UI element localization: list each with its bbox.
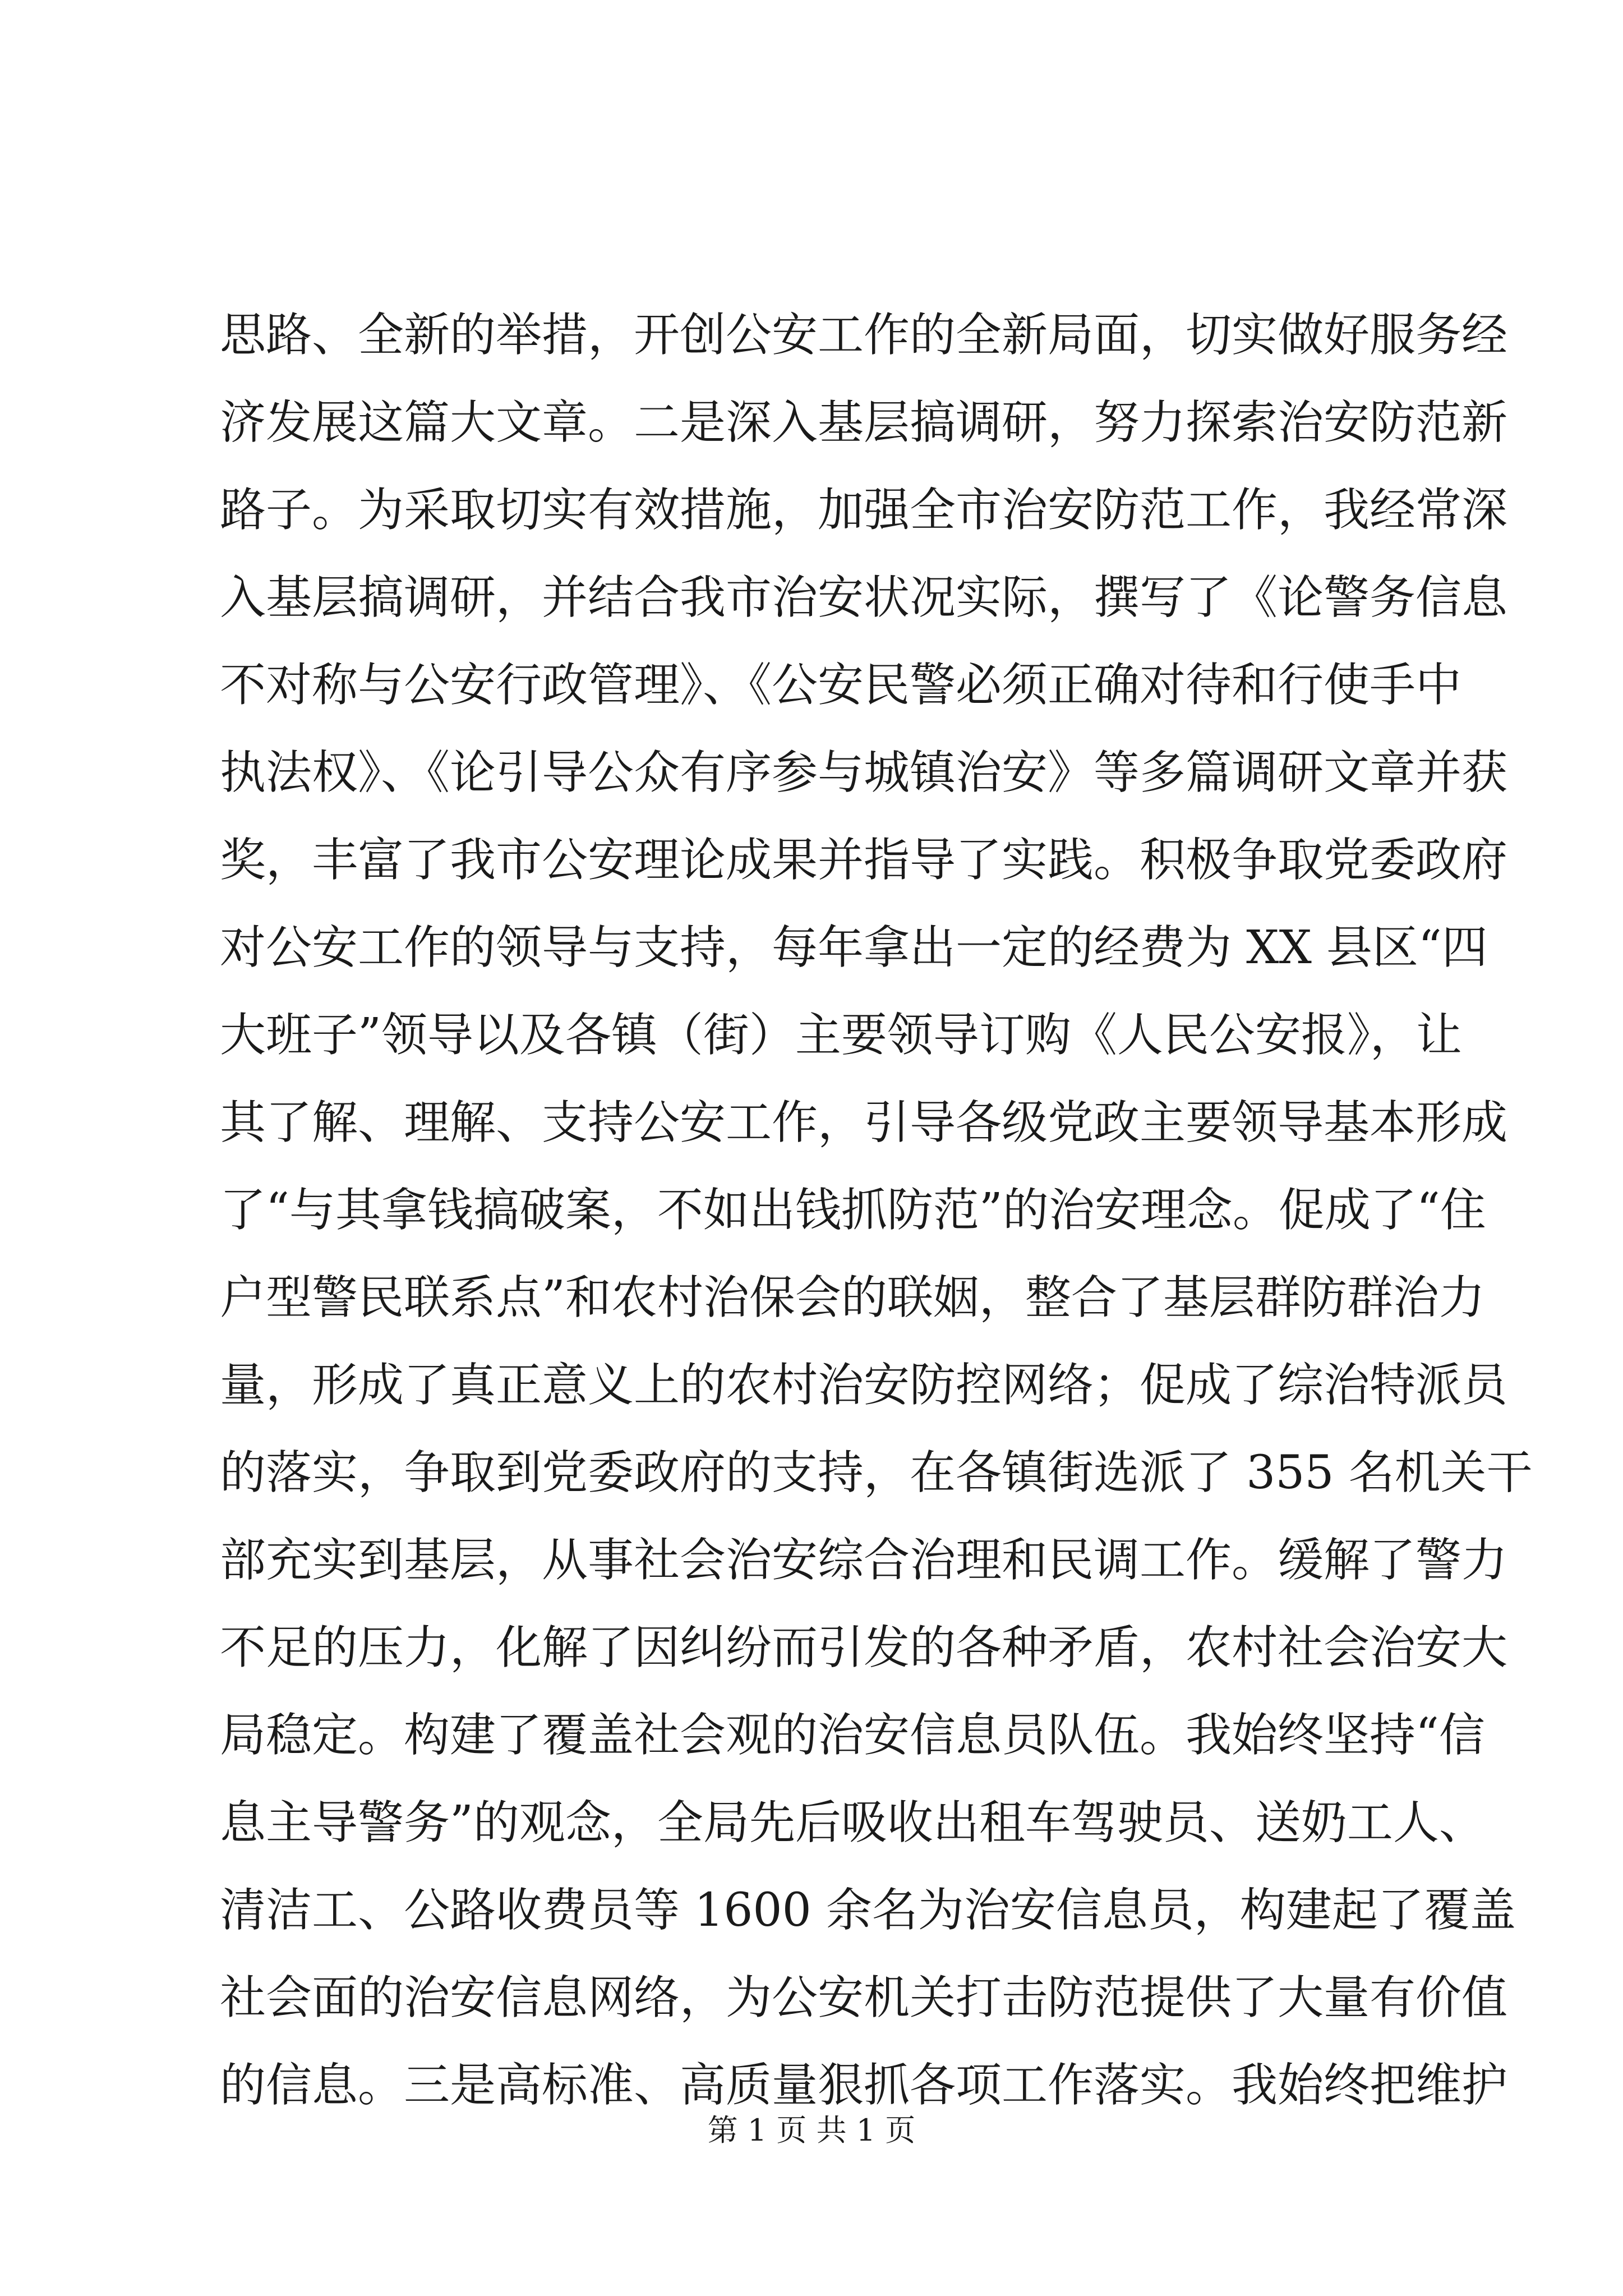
text-line: 的信息。三是高标准、高质量狠抓各项工作落实。我始终把维护 bbox=[220, 2059, 1508, 2112]
body-text bbox=[220, 292, 1533, 2129]
text-line: 大班子”领导以及各镇（街）主要领导订购《人民公安报》，让 bbox=[220, 1009, 1462, 1062]
text-line: 其了解、理解、支持公安工作，引导各级党政主要领导基本形成 bbox=[220, 1096, 1508, 1149]
text-line: 奖，丰富了我市公安理论成果并指导了实践。积极争取党委政府 bbox=[220, 834, 1508, 887]
text-line: 量，形成了真正意义上的农村治安防控网络；促成了综治特派员 bbox=[220, 1359, 1508, 1412]
text-line: 济发展这篇大文章。二是深入基层搞调研，努力探索治安防范新 bbox=[220, 396, 1508, 449]
text-line: 对公安工作的领导与支持，每年拿出一定的经费为 XX 县区“四 bbox=[220, 921, 1488, 974]
page-number-label: 第 1 页 共 1 页 bbox=[707, 2113, 916, 2148]
text-line: 思路、全新的举措，开创公安工作的全新局面，切实做好服务经 bbox=[220, 309, 1508, 362]
text-line: 社会面的治安信息网络，为公安机关打击防范提供了大量有价值 bbox=[220, 1971, 1508, 2024]
text-line: 不对称与公安行政管理》、《公安民警必须正确对待和行使手中 bbox=[220, 659, 1462, 712]
text-line: 的落实，争取到党委政府的支持，在各镇街选派了 355 名机关干 bbox=[220, 1446, 1533, 1499]
text-line: 息主导警务”的观念，全局先后吸收出租车驾驶员、送奶工人、 bbox=[220, 1796, 1485, 1849]
text-line: 不足的压力，化解了因纠纷而引发的各种矛盾，农村社会治安大 bbox=[220, 1621, 1508, 1674]
page-footer bbox=[0, 2108, 1623, 2153]
text-line: 路子。为采取切实有效措施，加强全市治安防范工作，我经常深 bbox=[220, 484, 1508, 537]
text-line: 户型警民联系点”和农村治保会的联姻，整合了基层群防群治力 bbox=[220, 1271, 1485, 1324]
text-line: 清洁工、公路收费员等 1600 余名为治安信息员，构建起了覆盖 bbox=[220, 1884, 1516, 1937]
text-line: 部充实到基层，从事社会治安综合治理和民调工作。缓解了警力 bbox=[220, 1534, 1508, 1587]
text-line: 了“与其拿钱搞破案，不如出钱抓防范”的治安理念。促成了“住 bbox=[220, 1184, 1486, 1237]
text-line: 执法权》、《论引导公众有序参与城镇治安》等多篇调研文章并获 bbox=[220, 746, 1508, 799]
text-line: 入基层搞调研，并结合我市治安状况实际，撰写了《论警务信息 bbox=[220, 571, 1508, 624]
text-line: 局稳定。构建了覆盖社会观的治安信息员队伍。我始终坚持“信 bbox=[220, 1709, 1485, 1762]
